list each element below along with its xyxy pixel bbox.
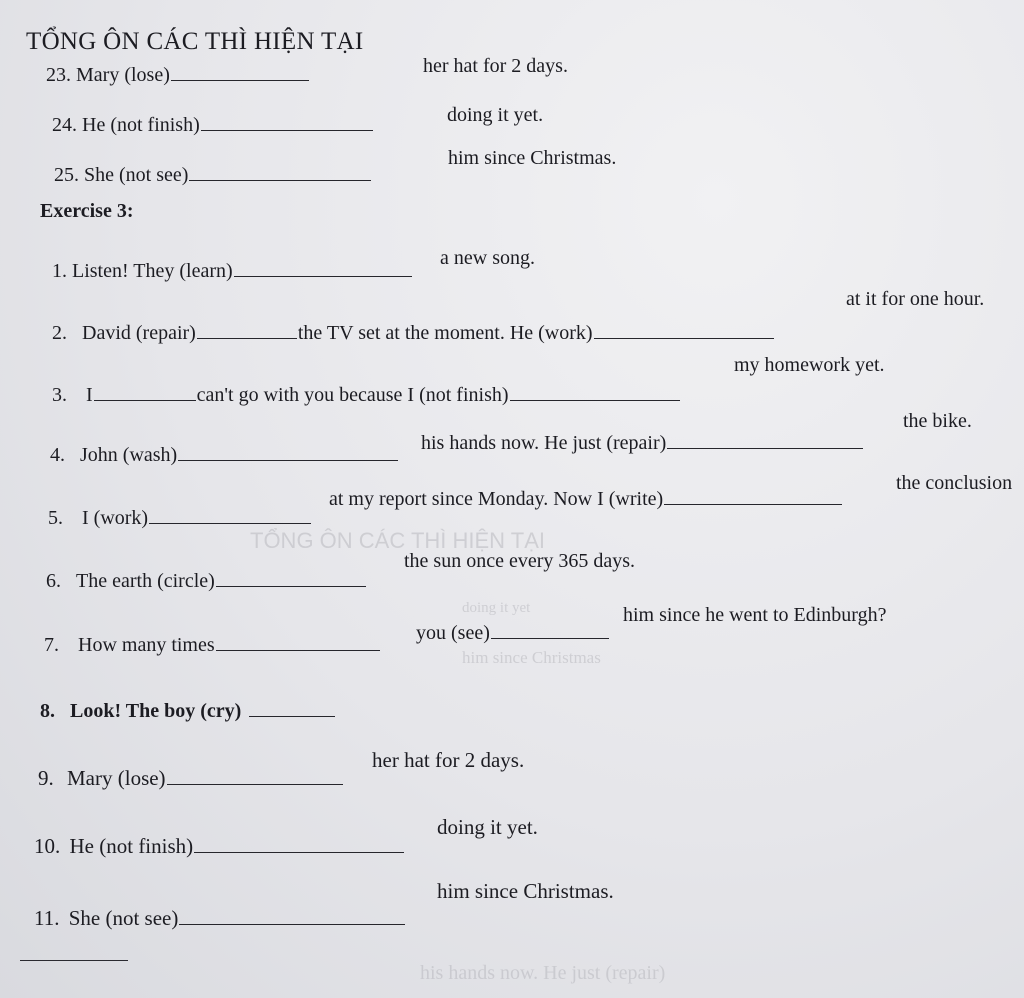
item-text: the conclusion [896,472,1013,494]
item-24 [52,112,374,137]
item-prompt: John (wash) [80,444,178,466]
answer-blank[interactable] [249,698,335,717]
item-text: doing it yet. [437,815,538,839]
item-25 [54,162,372,187]
item-text: his hands now. He just (repair) [421,432,667,454]
divider-line [20,960,128,961]
item-number: 10. [34,834,61,858]
item-prompt: She (not see) [68,906,179,930]
item-number: 3. [52,384,67,406]
answer-blank[interactable] [216,632,380,651]
exercise-item-10 [34,834,405,859]
bleed-through-text: him since Christmas [462,648,601,667]
answer-blank[interactable] [179,906,405,925]
item-prompt: The earth (circle) [76,570,215,592]
exercise-item-2 [52,320,775,345]
item-prompt: Look! The boy (cry) [70,700,242,722]
exercise-item-1 [52,258,413,283]
answer-blank[interactable] [594,320,774,339]
item-text: at my report since Monday. Now I (write) [329,488,664,510]
answer-blank[interactable] [189,162,371,181]
item-number: 23. [46,64,71,86]
item-text: the TV set at the moment. He (work) [297,322,593,344]
exercise-item-11 [34,906,406,931]
item-prompt: Mary (lose) [67,766,166,790]
exercise-item-7 [44,632,381,657]
item-text: you (see) [416,622,490,644]
answer-blank[interactable] [149,505,311,524]
exercise-item-9 [38,766,344,791]
item-text: the bike. [903,410,972,432]
item-prompt: I (work) [82,507,149,529]
item-number: 1. [52,260,67,282]
answer-blank[interactable] [216,568,366,587]
item-prompt: How many times [78,634,215,656]
item-number: 7. [44,634,59,656]
answer-blank[interactable] [664,486,842,505]
item-text: him since he went to Edinburgh? [623,604,887,626]
item-text [329,486,843,511]
bleed-through-text: his hands now. He just (repair) [420,962,666,984]
item-text: my homework yet. [734,354,885,376]
item-number: 9. [38,766,54,790]
item-number: 2. [52,322,67,344]
item-number: 11. [34,906,60,930]
item-text: can't go with you because I (not finish) [196,384,509,406]
answer-blank[interactable] [201,112,373,131]
item-number: 8. [40,700,55,722]
item-24-tail: doing it yet. [447,104,544,126]
item-text [416,620,610,645]
item-prompt: He (not finish) [69,834,194,858]
answer-blank[interactable] [197,320,297,339]
answer-blank[interactable] [234,258,412,277]
item-text: her hat for 2 days. [372,748,525,772]
exercise-item-8 [40,698,336,723]
exercise-item-4 [50,442,399,467]
worksheet-title: TỔNG ÔN CÁC THÌ HIỆN TẠI [26,28,364,55]
item-prompt: David (repair) [82,322,196,344]
answer-blank[interactable] [510,382,680,401]
item-23-tail: her hat for 2 days. [423,55,568,77]
item-text: a new song. [440,247,535,269]
item-prompt: I [86,384,93,406]
item-number: 5. [48,507,63,529]
item-text: at it for one hour. [846,288,985,310]
exercise-heading: Exercise 3: [40,200,134,222]
answer-blank[interactable] [178,442,398,461]
item-prompt: She (not see) [84,164,189,186]
bleed-through-text: doing it yet [462,600,531,616]
answer-blank[interactable] [167,766,343,785]
item-text [421,430,864,455]
item-number: 6. [46,570,61,592]
item-number: 24. [52,114,77,136]
item-number: 4. [50,444,65,466]
item-25-tail: him since Christmas. [448,147,617,169]
item-text: him since Christmas. [437,879,614,903]
exercise-item-6 [46,568,367,593]
item-number: 25. [54,164,79,186]
bleed-through-text: TỔNG ÔN CÁC THÌ HIỆN TẠI [250,528,545,553]
exercise-item-5 [48,505,312,530]
item-23 [46,62,310,87]
item-text: the sun once every 365 days. [404,550,636,572]
item-prompt: He (not finish) [82,114,200,136]
answer-blank[interactable] [94,382,196,401]
answer-blank[interactable] [194,834,404,853]
answer-blank[interactable] [171,62,309,81]
item-prompt: Listen! They (learn) [72,260,233,282]
answer-blank[interactable] [667,430,863,449]
answer-blank[interactable] [491,620,609,639]
exercise-item-3 [52,382,681,407]
item-prompt: Mary (lose) [76,64,170,86]
